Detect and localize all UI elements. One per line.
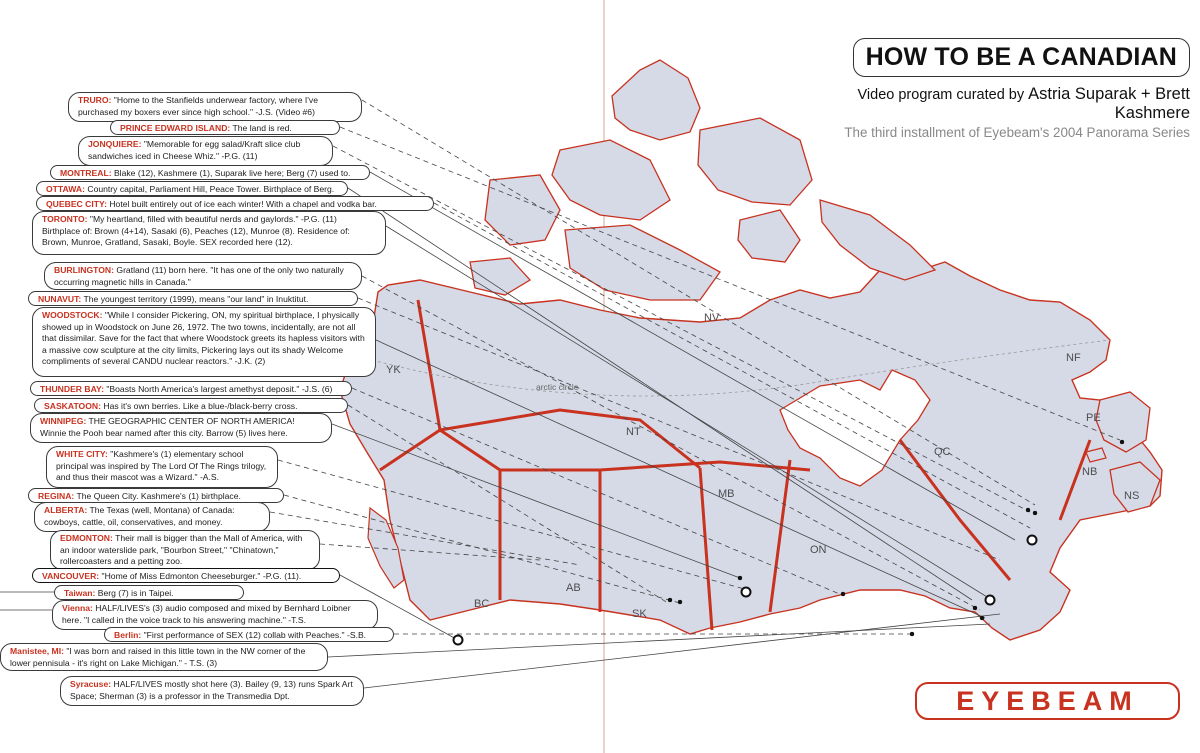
city-marker-vancouver (454, 636, 463, 645)
province-label-yk: YK (386, 364, 401, 376)
callout-alberta (34, 502, 270, 532)
city-marker-montreal (1028, 536, 1037, 545)
callout-place: WOODSTOCK: (42, 310, 103, 320)
callout-text: "Kashmere's (1) elementary school principal was inspired by The Lord Of The Rings trilogy, and thus their mascot was a Wizard." -A.S. (56, 449, 267, 483)
city-marker-truro (1120, 440, 1124, 444)
province-label-nv: NV (704, 312, 720, 324)
arctic-island-3 (552, 140, 670, 220)
callout-regina (28, 488, 284, 503)
callout-place: THUNDER BAY: (40, 384, 104, 394)
callout-place: PRINCE EDWARD ISLAND: (120, 123, 231, 133)
callout-winnipeg (30, 413, 332, 443)
province-label-mb: MB (718, 488, 735, 500)
callout-place: Manistee, MI: (10, 646, 64, 656)
callout-burlington (44, 262, 362, 290)
callout-text: Gratland (11) born here. "It has one of the only two naturally occurring magnetic hills in Canada." (54, 265, 344, 287)
callout-place: BURLINGTON: (54, 265, 114, 275)
callout-quebec-city (36, 196, 434, 211)
callout-place: REGINA: (38, 491, 75, 501)
callout-place: EDMONTON: (60, 533, 113, 543)
callout-thunder-bay (30, 381, 352, 396)
callout-jonquiere (78, 136, 333, 166)
callout-text: "Memorable for egg salad/Kraft slice club sandwiches iced in Cheese Whiz." -P.G. (11) (88, 139, 301, 161)
callout-place: TRURO: (78, 95, 112, 105)
callout-vancouver (32, 568, 340, 583)
callout-text: The Queen City. Kashmere's (1) birthplace. (74, 491, 241, 501)
arctic-island-4 (485, 175, 560, 245)
callout-ottawa (36, 181, 348, 196)
callout-text: Berg (7) is in Taipei. (95, 588, 174, 598)
city-marker-syracuse (910, 632, 914, 636)
province-label-nt: NT (626, 426, 641, 438)
callout-truro (68, 92, 362, 122)
callout-text: HALF/LIVES mostly shot here (3). Bailey (9, 13) runs Spark Art Space; Sherman (3) is a professor in the Transmedia Dpt. (70, 679, 353, 701)
arctic-island-8 (738, 210, 800, 262)
city-marker-toronto (986, 596, 995, 605)
callout-text: THE GEOGRAPHIC CENTER OF NORTH AMERICA! Winnie the Pooh bear named after this city. Barrow (5) lives here. (40, 416, 295, 438)
city-marker-regina (678, 600, 682, 604)
subtitle (790, 85, 1190, 123)
callout-taiwan (54, 585, 244, 600)
page-title: HOW TO BE A CANADIAN (853, 38, 1190, 77)
city-marker-quebec-city (1026, 508, 1030, 512)
callout-text: "First performance of SEX (12) collab with Peaches." -S.B. (141, 630, 367, 640)
callout-place: NUNAVUT: (38, 294, 82, 304)
city-marker-winnipeg (742, 588, 751, 597)
eyebeam-logo: EYEBEAM (915, 682, 1180, 720)
callout-toronto (32, 211, 386, 255)
callout-place: OTTAWA: (46, 184, 85, 194)
callout-text: Has it's own berries. Like a blue-/black-berry cross. (100, 401, 298, 411)
leader-line (328, 624, 990, 657)
callout-text: "Boasts North America's largest amethyst deposit." -J.S. (6) (103, 384, 333, 394)
city-marker-woodstock (980, 616, 984, 620)
callout-place: Syracuse: (70, 679, 112, 689)
callout-manistee-mi (0, 643, 328, 671)
province-label-sk: SK (632, 608, 647, 620)
callout-text: Their mall is bigger than the Mall of America, with an indoor waterslide park, "Bourbon Street," "Chinatown," rollercoasters and a petting zoo. (60, 533, 303, 567)
callout-place: WINNIPEG: (40, 416, 87, 426)
city-marker-burlington (973, 606, 977, 610)
callout-text: The Texas (well, Montana) of Canada: cowboys, cattle, oil, conservatives, and money. (44, 505, 235, 527)
province-label-bc: BC (474, 598, 490, 610)
callout-woodstock (32, 307, 376, 377)
callout-text: "While I consider Pickering, ON, my spiritual birthplace, I physically showed up in Woodstock on June 26, 1972. The two towns, incidentally, are not all that dissimilar. Save for the fact that where Woodstock greets its hapless visitors with a massive cow sculpture at the city limits, Pickering lays out its shady Welcome compliments of several CANDU nuclear reactors." -J.K. (2) (42, 310, 365, 367)
arctic-island-7 (470, 258, 530, 295)
callout-place: MONTREAL: (60, 168, 112, 178)
callout-white-city (46, 446, 278, 488)
subtitle-prefix: Video program curated by (857, 87, 1029, 103)
province-label-on: ON (810, 544, 827, 556)
callout-place: WHITE CITY: (56, 449, 108, 459)
province-label-ab: AB (566, 582, 581, 594)
subtitle-curators: Astria Suparak + Brett Kashmere (1028, 85, 1190, 122)
callout-place: Vienna: (62, 603, 93, 613)
arctic-island-1 (612, 60, 700, 140)
callout-text: The youngest territory (1999), means "our land" in Inuktitut. (81, 294, 309, 304)
tagline: The third installment of Eyebeam's 2004 Panorama Series (844, 125, 1190, 140)
province-label-nb: NB (1082, 466, 1098, 478)
callout-text: "Home to the Stanfields underwear factory, where I've purchased my boxers ever since high school." -J.S. (Video #6) (78, 95, 319, 117)
province-label-qc: QC (934, 446, 951, 458)
callout-nunavut (28, 291, 358, 306)
callout-place: VANCOUVER: (42, 571, 100, 581)
callout-vienna (52, 600, 378, 630)
callout-text: "I was born and raised in this little town in the NW corner of the lower pennisula - it's right on Lake Michigan." - T.S. (3) (10, 646, 306, 668)
callout-place: SASKATOON: (44, 401, 101, 411)
city-marker-thunder-bay (841, 592, 845, 596)
callout-text: "Home of Miss Edmonton Cheeseburger." -P.G. (11). (99, 571, 302, 581)
callout-text: HALF/LIVES's (3) audio composed and mixed by Bernhard Loibner here. "I called in the voice track to his answering machine." -T.S. (62, 603, 351, 625)
province-label-ns: NS (1124, 490, 1140, 502)
callout-berlin (104, 627, 394, 642)
callout-place: Taiwan: (64, 588, 96, 598)
city-marker-white-city (668, 598, 672, 602)
callout-text: The land is red. (230, 123, 292, 133)
callout-place: ALBERTA: (44, 505, 88, 515)
callout-place: TORONTO: (42, 214, 88, 224)
callout-text: Country capital, Parliament Hill, Peace Tower. Birthplace of Berg. (84, 184, 335, 194)
callout-place: QUEBEC CITY: (46, 199, 107, 209)
callout-place: Berlin: (114, 630, 142, 640)
callout-montreal (50, 165, 370, 180)
callout-prince-edward-island (110, 120, 340, 135)
callout-syracuse (60, 676, 364, 706)
city-marker-saskatoon (738, 576, 742, 580)
arctic-circle-label: arctic circle (536, 382, 579, 392)
callout-text: Blake (12), Kashmere (1), Suparak live here; Berg (7) used to. (111, 168, 351, 178)
callout-text: "My heartland, filled with beautiful nerds and gaylords." -P.G. (11) Birthplace of: Brown (4+14), Sasaki (6), Peaches (12), Munroe (8). Residence of: Brown, Munroe, Gratland, Sasaki, Boyle. SEX recorded here (12). (42, 214, 350, 248)
arctic-island-6 (820, 200, 935, 280)
callout-place: JONQUIERE: (88, 139, 142, 149)
callout-saskatoon (34, 398, 348, 413)
title-block (790, 38, 1190, 140)
city-marker-jonquiere (1033, 511, 1037, 515)
province-label-pe: PE (1086, 412, 1101, 424)
province-label-nf: NF (1066, 352, 1081, 364)
callout-edmonton (50, 530, 320, 570)
callout-text: Hotel built entirely out of ice each winter! With a chapel and vodka bar. (106, 199, 377, 209)
